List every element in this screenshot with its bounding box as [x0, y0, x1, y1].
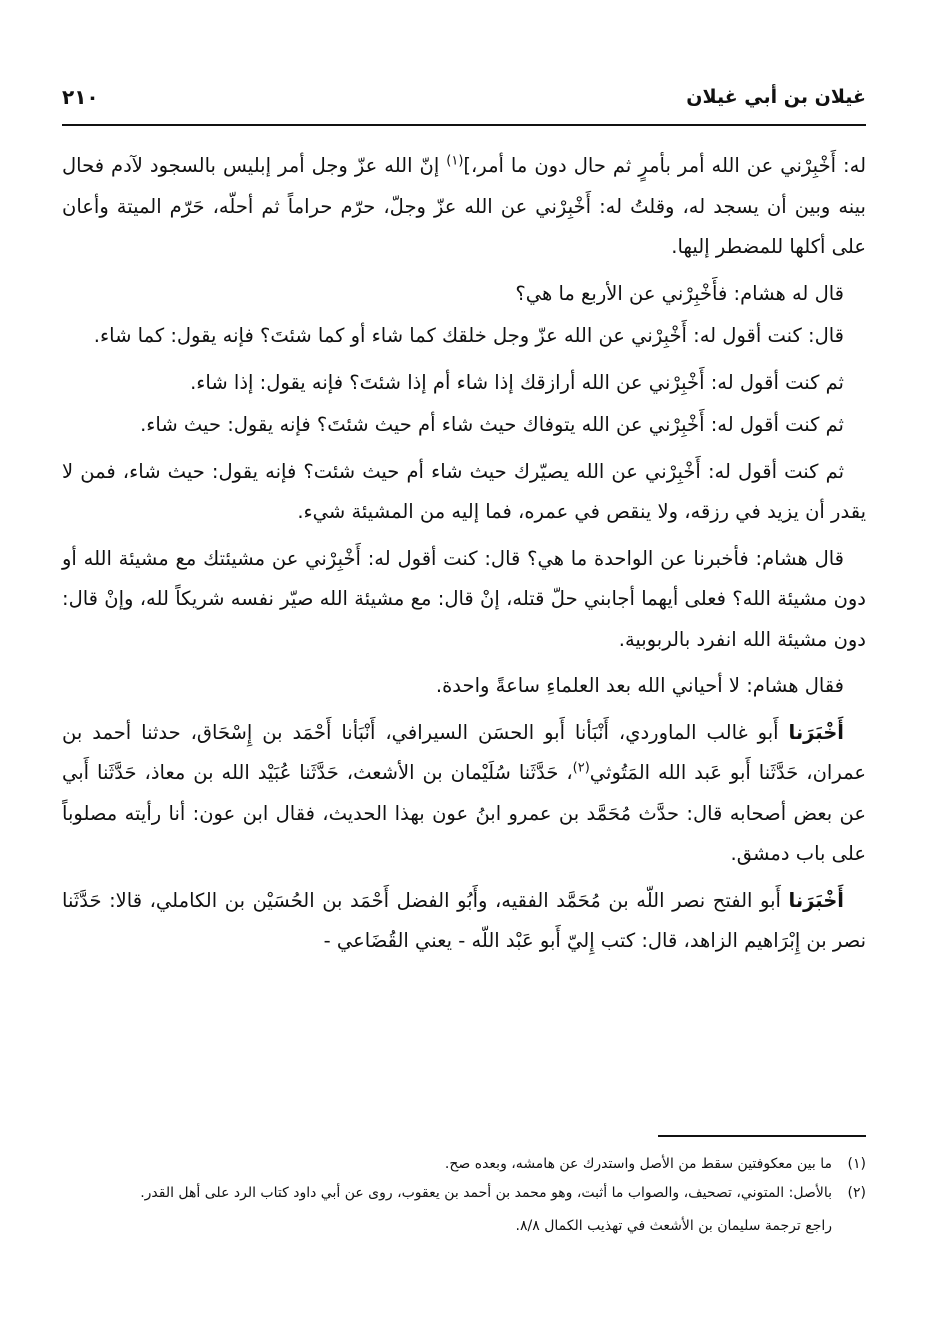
- footnote-number: (٢): [847, 1185, 866, 1201]
- paragraph-3: قال: كنت أقول له: أَخْبِرْني عن الله عزّ وجل خلقك كما شاء أو كما شئتَ؟ فإنه يقول: كما شاء.: [93, 324, 844, 347]
- paragraph-5: ثم كنت أقول له: أَخْبِرْني عن الله يتوفاك حيث شاء أم حيث شئتَ؟ فإنه يقول: حيث شاء.: [140, 413, 844, 436]
- running-title: غيلان بن أبي غيلان: [686, 86, 866, 108]
- footnote-2: [62, 1179, 866, 1208]
- footnote-text: ما بين معكوفتين سقط من الأصل واستدرك عن هامشه، وبعده صح.: [444, 1156, 832, 1172]
- footnotes: [62, 1150, 866, 1241]
- book-page: [62, 62, 866, 1302]
- paragraph-text: أَبو الفتح نصر اللّه بن مُحَمَّد الفقيه، وأَبُو الفضل أَحْمَد بن الحُسَيْن بن الكاملي، قالا: حَدَّثَنا نصر بن إِبْرَاهيم الزاهد، قال: كتب إِليّ أَبو عَبْد اللّه - يعني القُضَاعي -: [62, 888, 866, 952]
- footnote-rule: [658, 1135, 866, 1137]
- paragraph-text: إنّ الله عزّ وجل أمر إبليس بالسجود لآدم فحال بينه وبين أن يسجد له، وقلتُ له: أَخْبِرْني عن الله عزّ وجلّ، حرّم حراماً ثم أحلّه، حَرّم الميتة وأعان على أكلها للمضطر إليها.: [62, 154, 866, 258]
- paragraph-lead: أَخْبَرَنا: [788, 888, 844, 912]
- footnote-ref-1: (١): [446, 153, 464, 169]
- paragraph-9: [62, 713, 866, 875]
- page-body: [62, 146, 866, 968]
- footnote-text: بالأصل: المتوني، تصحيف، والصواب ما أثبت، وهو محمد بن أحمد بن يعقوب، روى عن أبي داود كتاب الرد على أهل القدر.: [140, 1185, 832, 1201]
- paragraph-text: أَبو غالب الماوردي، أَنْبَأنا أَبو الحسَن السيرافي، أَنْبَأنا أَحْمَد بن إِسْحَاق، حدثنا أحمد بن عمران، حَدَّثَنا أَبو عَبد الله المَتُوثي: [62, 720, 866, 784]
- footnote-note: راجع ترجمة سليمان بن الأشعث في تهذيب الكمال ٨/٨.: [515, 1218, 832, 1234]
- paragraph-text: ، حَدَّثَنا سُلَيْمان بن الأشعث، حَدَّثَنا عُبَيْد الله بن معاذ، حَدَّثَنا أَبي عن بعض أصحابه قال: حدَّث مُحَمَّد بن عمرو ابنُ عون بهذا الحديث، فقال ابن عون: أنا رأيته مصلوباً على باب دمشق.: [62, 761, 866, 865]
- paragraph-2: قال له هشام: فأَخْبِرْني عن الأربع ما هي؟: [515, 281, 844, 305]
- paragraph-10: [62, 881, 866, 962]
- footnote-1: [62, 1150, 866, 1179]
- paragraph-7: قال هشام: فأخبرنا عن الواحدة ما هي؟ قال: كنت أقول له: أَخْبِرْني عن مشيئتك مع مشيئة الله أو دون مشيئة الله؟ فعلى أيهما أجابني حلّ قتله، إنْ قال: مع مشيئة الله صيّر نفسه شريكاً لله، وإنْ قال: دون مشيئة الله انفرد بالربوبية.: [62, 546, 866, 651]
- footnote-number: (١): [847, 1156, 866, 1172]
- page-number: ٢١٠: [62, 85, 99, 109]
- paragraph-lead: أَخْبَرَنا: [788, 720, 844, 744]
- paragraph-6: ثم كنت أقول له: أَخْبِرْني عن الله يصيّرك حيث شاء أم حيث شئت؟ فإنه يقول: حيث شاء، فمن لا يقدر أن يزيد في رزقه، ولا ينقص في عمره، فما إليه من المشيئة شيء.: [62, 459, 866, 523]
- footnote-ref-2: (٢): [572, 760, 590, 776]
- paragraph-4: ثم كنت أقول له: أَخْبِرْني عن الله أرازقك إذا شاء أم إذا شئتَ؟ فإنه يقول: إذا شاء.: [190, 370, 844, 394]
- paragraph-1: [62, 146, 866, 268]
- header-rule: [62, 124, 866, 126]
- page-header: [62, 62, 866, 109]
- paragraph-text: له: أَخْبِرْني عن الله أمر بأمرٍ ثم حال دون ما أمر،]: [463, 154, 867, 177]
- paragraph-8: فقال هشام: لا أحياني الله بعد العلماءِ ساعةً واحدة.: [435, 674, 844, 697]
